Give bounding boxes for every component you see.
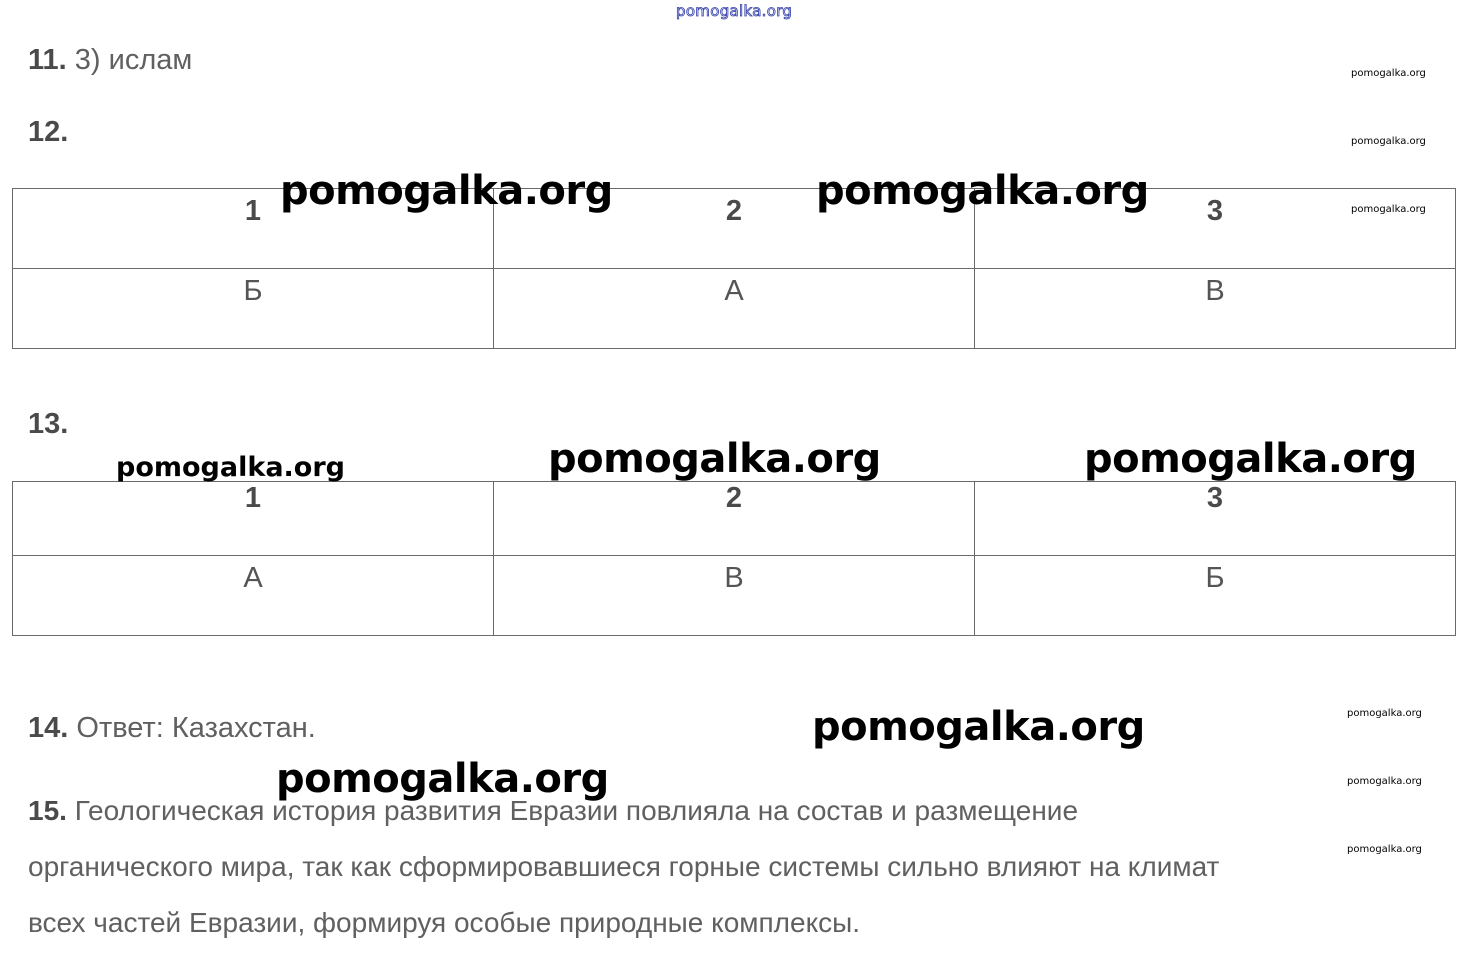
question-15-number: 15. — [28, 795, 67, 826]
table-row — [13, 556, 1456, 636]
table-cell: 1 — [13, 482, 494, 556]
question-14-answer: Ответ: Казахстан. — [76, 712, 316, 744]
watermark: pomogalka.org — [812, 704, 1145, 750]
watermark: pomogalka.org — [116, 452, 345, 483]
table-cell: А — [13, 556, 494, 636]
table-header-row — [13, 189, 1456, 269]
watermark-small: pomogalka.org — [1347, 844, 1422, 855]
table-cell: А — [494, 269, 975, 349]
watermark-small: pomogalka.org — [1351, 68, 1426, 79]
watermark-small: pomogalka.org — [1347, 708, 1422, 719]
table-cell: В — [975, 269, 1456, 349]
question-13 — [28, 408, 68, 441]
answer-text: Геологическая история развития Евразии повлияла на состав и размещение — [74, 795, 1079, 826]
table-cell: 3 — [975, 189, 1456, 269]
watermark: pomogalka.org — [276, 756, 609, 802]
question-11-number: 11. — [28, 44, 67, 76]
table-header-row — [13, 482, 1456, 556]
watermark-small: pomogalka.org — [1351, 204, 1426, 215]
table-cell: В — [494, 556, 975, 636]
table-cell: Б — [13, 269, 494, 349]
watermark: pomogalka.org — [1084, 436, 1417, 482]
watermark-small: pomogalka.org — [1347, 776, 1422, 787]
watermark: pomogalka.org — [816, 168, 1149, 214]
question-12-number: 12. — [28, 116, 69, 148]
table-cell: 2 — [494, 189, 975, 269]
answer-table-12 — [12, 188, 1456, 349]
table-cell: 2 — [494, 482, 975, 556]
question-11 — [28, 44, 192, 77]
question-12 — [28, 116, 68, 149]
question-14-number: 14. — [28, 712, 69, 744]
table-row — [13, 269, 1456, 349]
watermark: pomogalka.org — [548, 436, 881, 482]
watermark-top: pomogalka.org — [676, 2, 793, 20]
table-cell: 1 — [13, 189, 494, 269]
question-13-number: 13. — [28, 408, 69, 440]
question-15-line-3: всех частей Евразии, формируя особые природные комплексы. — [28, 907, 861, 938]
table-cell: 3 — [975, 482, 1456, 556]
question-15-line-1 — [28, 783, 1219, 839]
question-15-line-2: органического мира, так как сформировавшиеся горные системы сильно влияют на климат — [28, 851, 1220, 882]
question-11-answer: 3) ислам — [74, 44, 193, 76]
watermark-small: pomogalka.org — [1351, 136, 1426, 147]
question-14 — [28, 712, 316, 745]
table-cell: Б — [975, 556, 1456, 636]
answer-table-13 — [12, 481, 1456, 636]
watermark: pomogalka.org — [280, 168, 613, 214]
question-15 — [28, 783, 1219, 951]
